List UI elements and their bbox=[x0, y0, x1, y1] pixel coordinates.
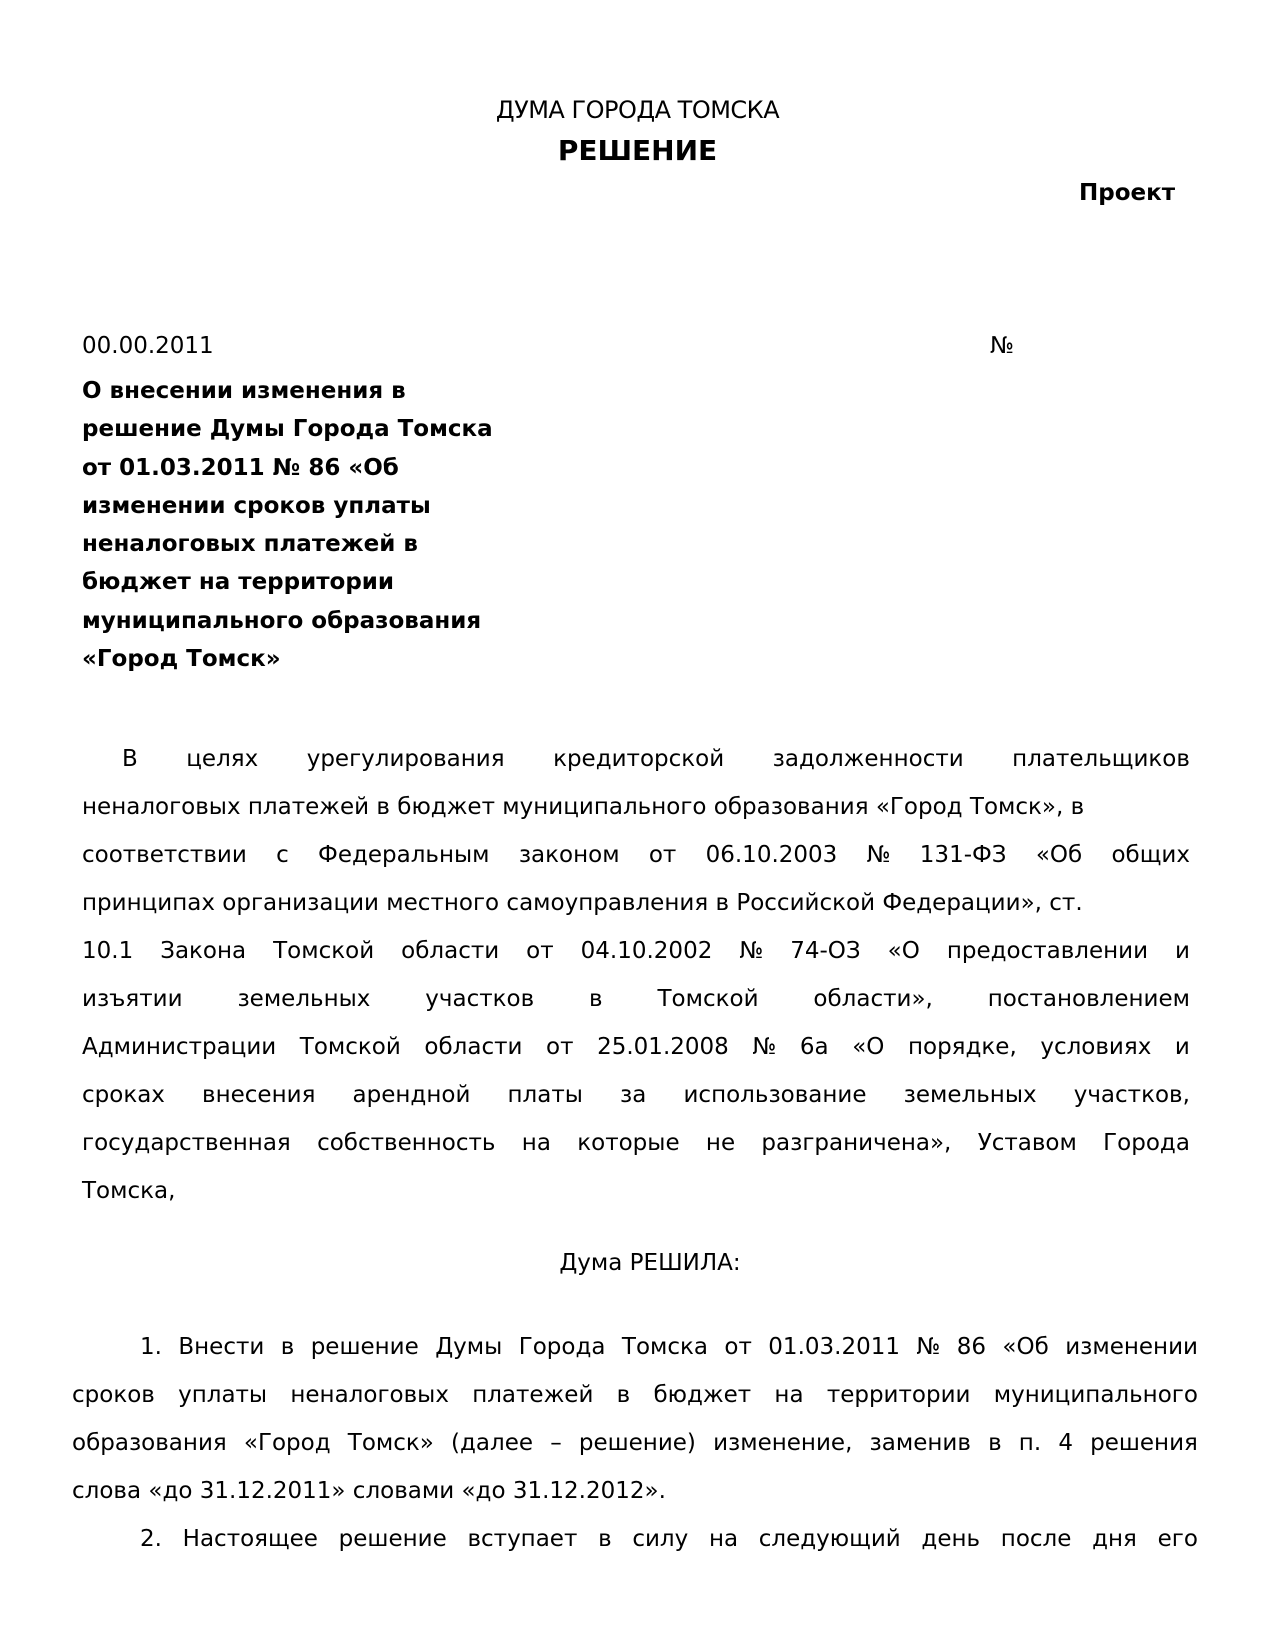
word: Томск» bbox=[347, 1430, 434, 1456]
word: плательщиков bbox=[1012, 746, 1190, 772]
subject-line: неналоговых платежей в bbox=[82, 531, 418, 558]
word: сроков bbox=[72, 1382, 155, 1408]
word: уплаты bbox=[178, 1382, 268, 1408]
word: Томской bbox=[657, 986, 759, 1012]
word: в bbox=[589, 986, 603, 1012]
word: земельных bbox=[903, 1082, 1037, 1108]
word: 74-ОЗ bbox=[790, 938, 861, 964]
word: № bbox=[752, 1034, 777, 1060]
word: законом bbox=[518, 842, 620, 868]
word: собственность bbox=[317, 1130, 496, 1156]
item-1-line bbox=[72, 1323, 1198, 1371]
preamble-line bbox=[82, 735, 1190, 783]
word: области», bbox=[813, 986, 933, 1012]
word: в bbox=[280, 1334, 295, 1360]
preamble-paragraph bbox=[82, 735, 1190, 1215]
word: внесения bbox=[202, 1082, 316, 1108]
word: Думы bbox=[435, 1334, 503, 1360]
word: Уставом bbox=[977, 1130, 1077, 1156]
word: сроках bbox=[82, 1082, 165, 1108]
word: 25.01.2008 bbox=[597, 1034, 729, 1060]
word: использование bbox=[683, 1082, 867, 1108]
word: и bbox=[1175, 938, 1190, 964]
word: в bbox=[988, 1430, 1002, 1456]
word: силу bbox=[632, 1526, 689, 1552]
word: на bbox=[708, 1526, 739, 1552]
word: бюджет bbox=[653, 1382, 752, 1408]
item-1-line bbox=[72, 1371, 1198, 1419]
word: арендной bbox=[352, 1082, 471, 1108]
preamble-line bbox=[82, 1023, 1190, 1071]
word: на bbox=[521, 1130, 551, 1156]
word: образования bbox=[72, 1430, 227, 1456]
word: условиях bbox=[1040, 1034, 1152, 1060]
word: Закона bbox=[160, 938, 247, 964]
preamble-line bbox=[82, 975, 1190, 1023]
word: следующий bbox=[758, 1526, 901, 1552]
word: соответствии bbox=[82, 842, 247, 868]
item-1-line: слова «до 31.12.2011» словами «до 31.12.2012». bbox=[72, 1478, 666, 1504]
word: кредиторской bbox=[553, 746, 725, 772]
subject-line: бюджет на территории bbox=[82, 569, 395, 596]
word: платы bbox=[507, 1082, 583, 1108]
preamble-line bbox=[82, 1071, 1190, 1119]
word: порядке, bbox=[907, 1034, 1017, 1060]
word: В bbox=[122, 746, 138, 772]
word: Настоящее bbox=[182, 1526, 318, 1552]
word: участков, bbox=[1073, 1082, 1190, 1108]
word: Города bbox=[518, 1334, 606, 1360]
word: 6а bbox=[799, 1034, 829, 1060]
document-type: РЕШЕНИЕ bbox=[557, 134, 718, 167]
word: изъятии bbox=[82, 986, 183, 1012]
word: «Город bbox=[243, 1430, 331, 1456]
word: территории bbox=[826, 1382, 971, 1408]
word: постановлением bbox=[987, 986, 1190, 1012]
word: № bbox=[866, 842, 891, 868]
preamble-line: неналоговых платежей в бюджет муниципального образования «Город Томск», в bbox=[82, 794, 1085, 820]
word: (далее bbox=[451, 1430, 534, 1456]
word: № bbox=[916, 1334, 941, 1360]
word: 2. bbox=[140, 1526, 162, 1552]
word: земельных bbox=[237, 986, 371, 1012]
word: общих bbox=[1111, 842, 1190, 868]
word: Города bbox=[1103, 1130, 1190, 1156]
item-2-line bbox=[72, 1515, 1198, 1563]
word: и bbox=[1174, 1034, 1190, 1060]
resolved-heading: Дума РЕШИЛА: bbox=[559, 1250, 741, 1276]
word: 131-ФЗ bbox=[919, 842, 1007, 868]
word: области bbox=[401, 938, 500, 964]
organization-name: ДУМА ГОРОДА ТОМСКА bbox=[495, 96, 780, 124]
word: от bbox=[724, 1334, 752, 1360]
word: урегулирования bbox=[306, 746, 505, 772]
preamble-line bbox=[82, 831, 1190, 879]
word: разграничена», bbox=[761, 1130, 952, 1156]
word: 06.10.2003 bbox=[705, 842, 838, 868]
preamble-line: принципах организации местного самоуправления в Российской Федерации», ст. bbox=[82, 890, 1083, 916]
word: в bbox=[616, 1382, 631, 1408]
word: дня bbox=[1092, 1526, 1137, 1552]
word: от bbox=[526, 938, 554, 964]
item-1-line bbox=[72, 1419, 1198, 1467]
word: 4 bbox=[1058, 1430, 1073, 1456]
preamble-line: Томска, bbox=[82, 1178, 176, 1204]
word: Федеральным bbox=[318, 842, 490, 868]
word: задолженности bbox=[772, 746, 964, 772]
word: № bbox=[739, 938, 764, 964]
word: «Об bbox=[1002, 1334, 1049, 1360]
preamble-line bbox=[82, 1119, 1190, 1167]
word: 04.10.2002 bbox=[580, 938, 713, 964]
draft-mark: Проект bbox=[1079, 180, 1176, 206]
word: целях bbox=[186, 746, 259, 772]
subject-line: изменении сроков уплаты bbox=[82, 492, 431, 519]
word: решение bbox=[310, 1334, 419, 1360]
word: после bbox=[1000, 1526, 1072, 1552]
resolution-items bbox=[72, 1323, 1198, 1563]
subject-line: О внесении изменения в bbox=[82, 378, 406, 404]
word: от bbox=[648, 842, 677, 868]
word: 1. bbox=[140, 1334, 162, 1360]
subject-line: муниципального образования bbox=[82, 607, 482, 634]
word: п. bbox=[1018, 1430, 1042, 1456]
word: от bbox=[546, 1034, 574, 1060]
word: которые bbox=[577, 1130, 680, 1156]
word: решения bbox=[1090, 1430, 1198, 1456]
word: 86 bbox=[956, 1334, 987, 1360]
word: изменение, bbox=[713, 1430, 853, 1456]
word: Томской bbox=[273, 938, 375, 964]
word: Администрации bbox=[82, 1034, 277, 1060]
word: платежей bbox=[472, 1382, 594, 1408]
word: с bbox=[276, 842, 289, 868]
word: 10.1 bbox=[82, 938, 134, 964]
word: – bbox=[550, 1430, 562, 1456]
word: день bbox=[921, 1526, 981, 1552]
subject-line: «Город Томск» bbox=[82, 646, 281, 673]
word: предоставлении bbox=[946, 938, 1149, 964]
word: заменив bbox=[869, 1430, 971, 1456]
word: неналоговых bbox=[290, 1382, 449, 1408]
word: 01.03.2011 bbox=[768, 1334, 900, 1360]
word: на bbox=[774, 1382, 804, 1408]
word: «Об bbox=[1035, 842, 1083, 868]
word: за bbox=[620, 1082, 647, 1108]
word: участков bbox=[425, 986, 535, 1012]
word: в bbox=[598, 1526, 612, 1552]
word: решение) bbox=[578, 1430, 696, 1456]
word: «О bbox=[887, 938, 920, 964]
document-subject bbox=[82, 372, 552, 678]
word: муниципального bbox=[993, 1382, 1198, 1408]
subject-line: от 01.03.2011 № 86 «Об bbox=[82, 454, 399, 481]
subject-line: решение Думы Города Томска bbox=[82, 416, 493, 443]
document-number-label: № bbox=[990, 333, 1014, 359]
word: не bbox=[705, 1130, 736, 1156]
word: вступает bbox=[467, 1526, 578, 1552]
word: Томской bbox=[299, 1034, 401, 1060]
document-date: 00.00.2011 bbox=[82, 333, 214, 359]
word: Томска bbox=[621, 1334, 708, 1360]
word: области bbox=[424, 1034, 523, 1060]
word: «О bbox=[852, 1034, 885, 1060]
word: изменении bbox=[1065, 1334, 1198, 1360]
word: государственная bbox=[82, 1130, 291, 1156]
word: решение bbox=[338, 1526, 447, 1552]
preamble-line bbox=[82, 927, 1190, 975]
word: Внести bbox=[178, 1334, 265, 1360]
word: его bbox=[1157, 1526, 1198, 1552]
